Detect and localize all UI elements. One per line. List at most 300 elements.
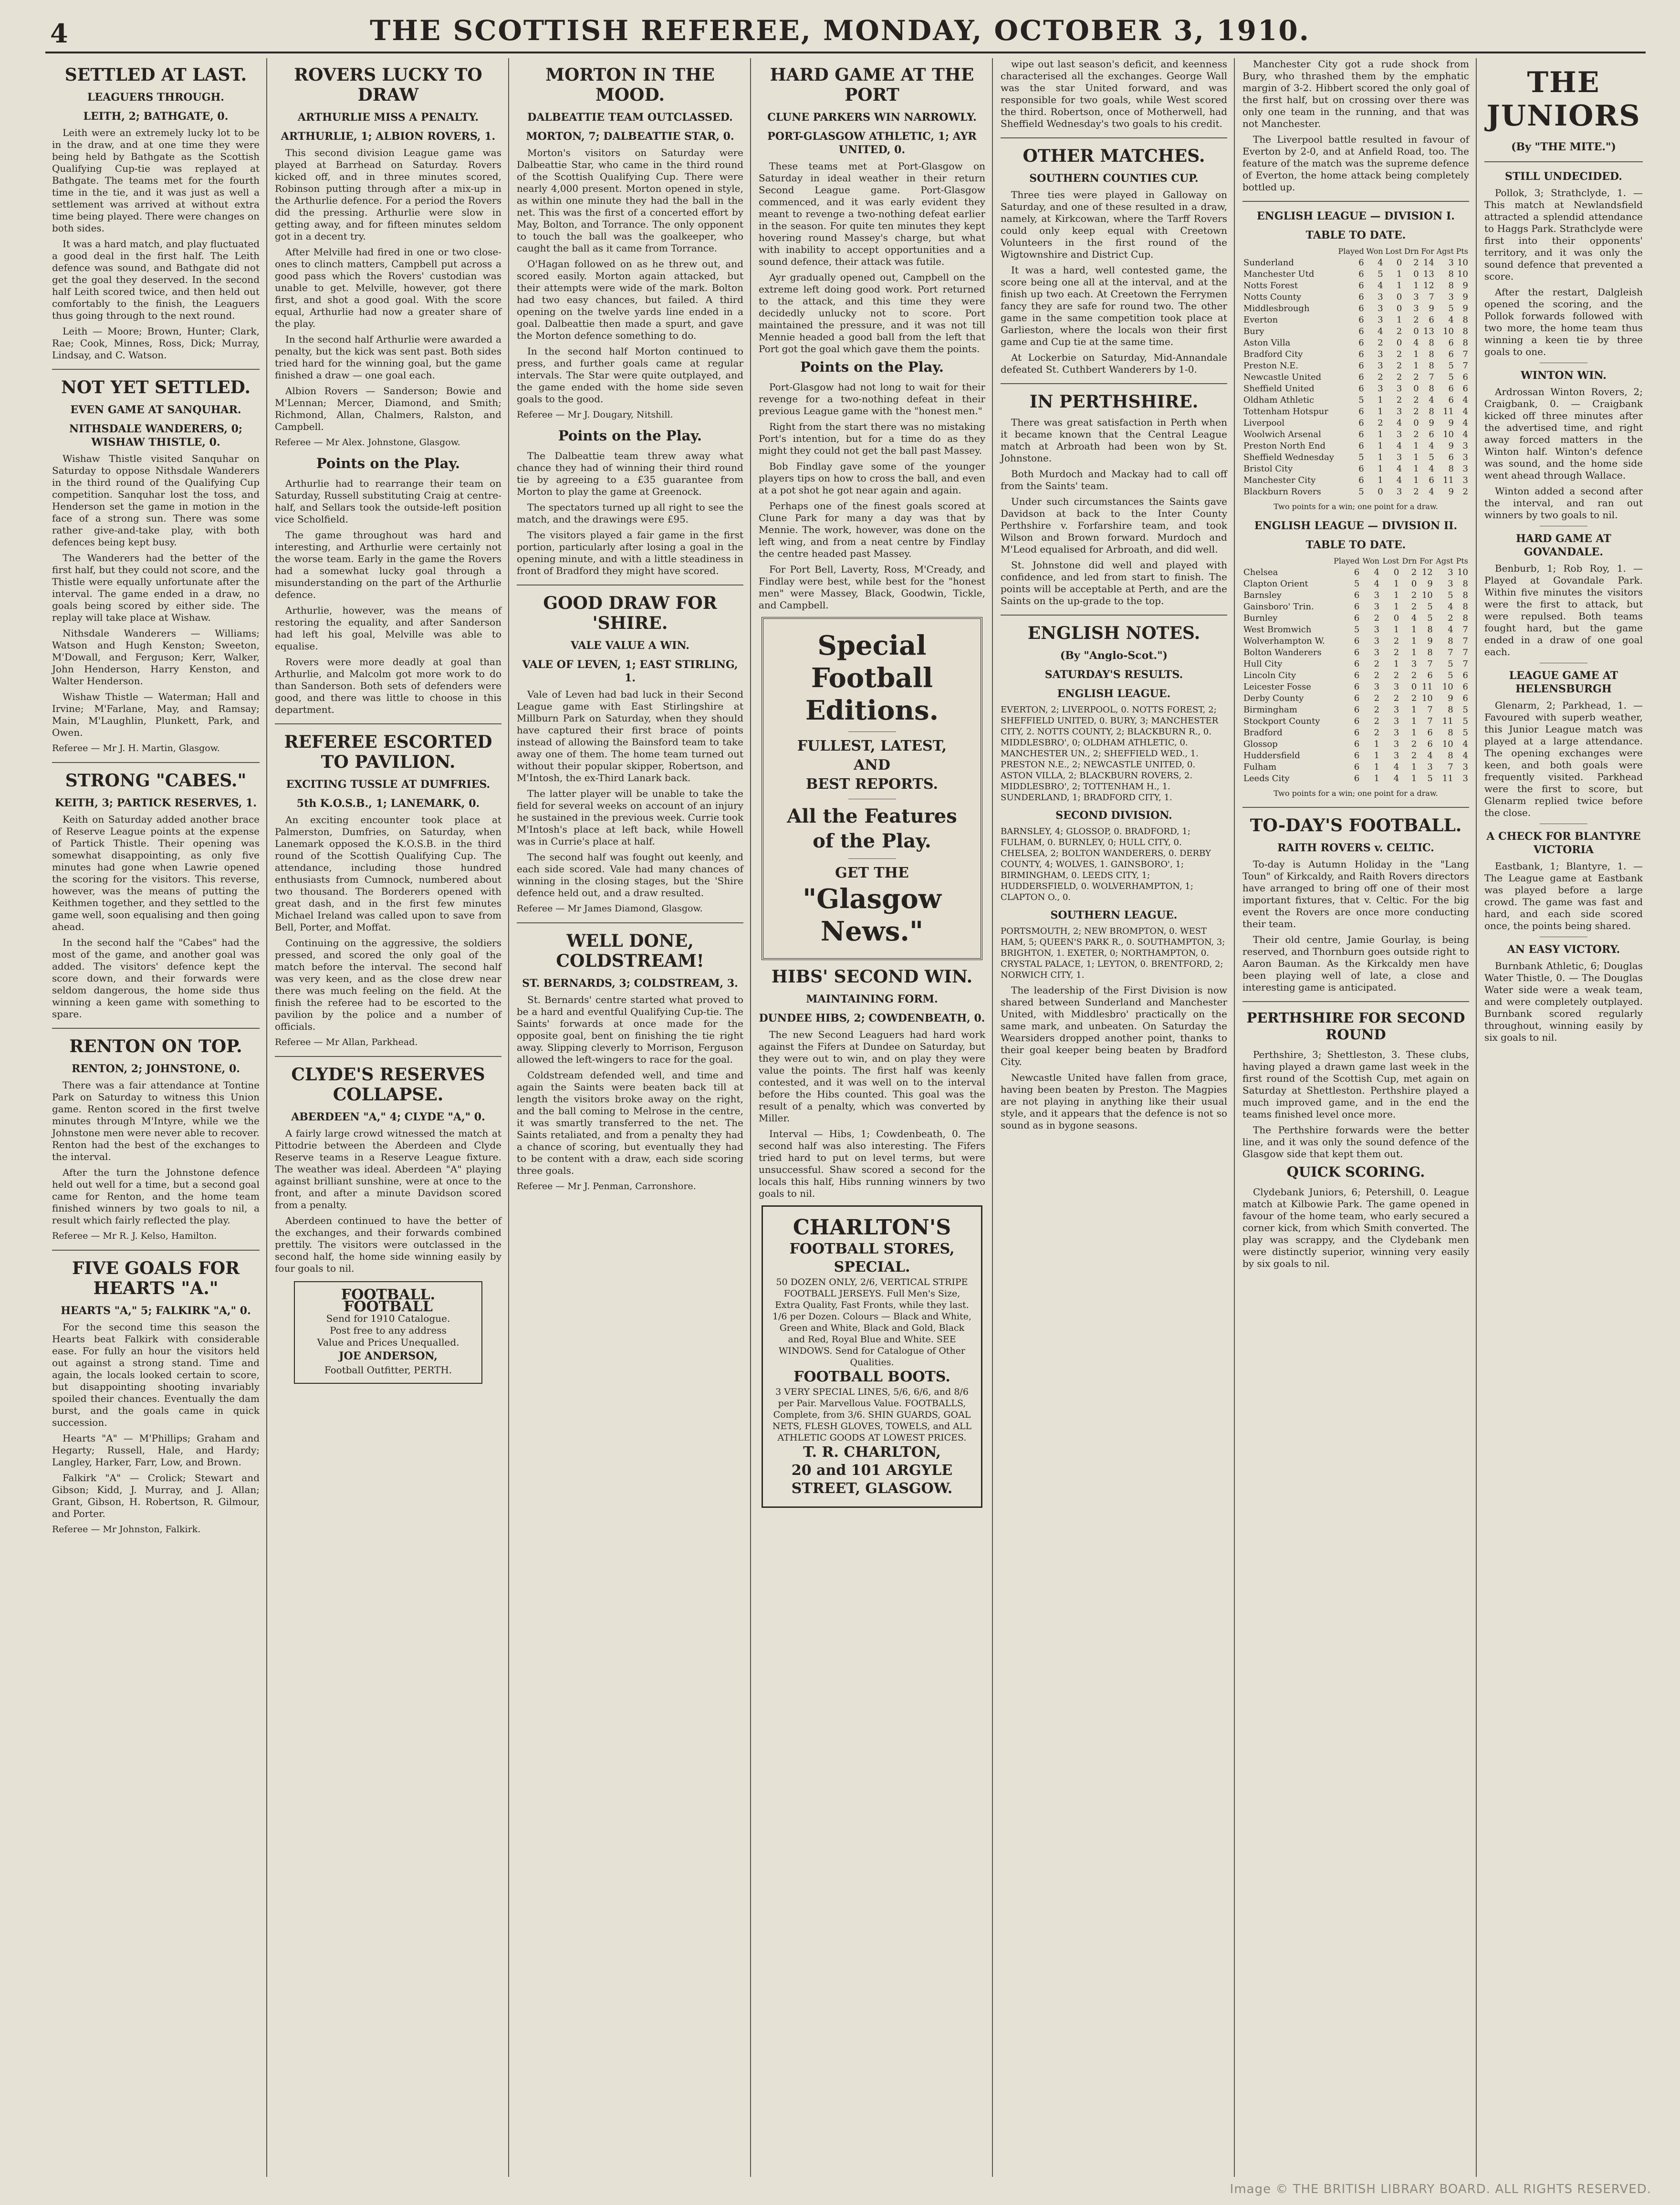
table-cell: 6: [1462, 693, 1468, 703]
team-name: Sheffield United: [1243, 384, 1315, 394]
table-cell: 1: [1377, 395, 1383, 405]
team-name: Sheffield Wednesday: [1243, 452, 1334, 462]
advert-line: Post free to any address: [330, 1325, 447, 1336]
article-paragraph: Their old centre, Jamie Gourlay, is being reserved, and Thornburn goes outside right to Aaron Bauman. As the Kirkcaldy men have been playing well of late, a close and interesting game is anticipated.: [1242, 934, 1469, 993]
table-cell: 8: [1448, 751, 1453, 761]
team-name: Stockport County: [1243, 716, 1320, 726]
table-cell: 14: [1423, 258, 1434, 268]
article-headline: RENTON ON TOP.: [69, 1036, 242, 1056]
article-paragraph: In the second half the "Cabes" had the most of the game, and another goal was added. The visitors' defence kept the score down, and their forwards were seldom dangerous, the home side thus winning a keen game with something to spare.: [52, 937, 260, 1020]
article-headline: SETTLED AT LAST.: [64, 65, 247, 85]
table-row: [1242, 578, 1469, 590]
column-7: [1478, 58, 1649, 2177]
table-cell: 1: [1396, 315, 1402, 325]
table-cell: 7: [1427, 716, 1433, 726]
article-paragraph: O'Hagan followed on as he threw out, and scored easily. Morton again attacked, but their attempts were wide of the mark. Bolton had two easy chances, but failed. A third opening on the twelve yards line ended in a goal. Dalbeattie then made a spurt, and gave the Morton defence something to do.: [517, 258, 743, 341]
table-cell: 8: [1427, 625, 1433, 635]
article-paragraph: The Liverpool battle resulted in favour of Everton by 2-0, and at Anfield Road, too. The feature of the match was the supreme defence of Everton, the home attack being completely bottled up.: [1242, 134, 1469, 193]
table-cell: 3: [1377, 349, 1383, 359]
table-cell: 5: [1462, 705, 1468, 715]
advert-title: CHARLTON'S: [793, 1215, 951, 1240]
table-row: [1242, 681, 1469, 693]
table-cell: 6: [1448, 395, 1454, 405]
article-headline: PERTHSHIRE FOR SECOND ROUND: [1246, 1010, 1465, 1043]
table-cell: 1: [1377, 407, 1383, 417]
table-cell: 3: [1393, 751, 1399, 761]
table-cell: 4: [1396, 418, 1402, 428]
table-cell: 6: [1427, 739, 1433, 749]
team-name: Huddersfield: [1243, 751, 1300, 761]
table-cell: 3: [1462, 464, 1468, 474]
column-divider: [1242, 1001, 1469, 1002]
table-cell: 11: [1421, 682, 1433, 692]
table-cell: 8: [1462, 315, 1468, 325]
table-row: [1242, 452, 1469, 463]
article-subhead: CLUNE PARKERS WIN NARROWLY.: [767, 111, 977, 124]
table-cell: 6: [1427, 670, 1433, 680]
team-name: Glossop: [1243, 739, 1278, 749]
column-divider: [1484, 161, 1643, 162]
match-score: ST. BERNARDS, 3; COLDSTREAM, 3.: [522, 977, 738, 990]
table-cell: 12: [1423, 281, 1434, 291]
table-row: [1242, 613, 1469, 624]
table-cell: 8: [1448, 281, 1454, 291]
article-paragraph: Manchester City got a rude shock from Bury, who thrashed them by the emphatic margin of 3-2. Hibbert scored the only goal of the first half, but on crossing over there was only one team in the running, and that was not Manchester.: [1242, 58, 1469, 129]
article-headline: NOT YET SETTLED.: [61, 377, 250, 397]
joe-anderson-advert: [294, 1281, 482, 1384]
article-paragraph: Under such circumstances the Saints gave Davidson at back to the Inter County Perthshire v. Forfarshire team, and took Wilson and Brown forward. Murdoch and M'Leod equalised for Arbroath, and did well.: [1001, 496, 1227, 555]
table-cell: 10: [1443, 429, 1454, 439]
article-headline: AN EASY VICTORY.: [1507, 943, 1620, 956]
table-cell: 1: [1393, 625, 1399, 635]
table-cell: 5: [1448, 670, 1453, 680]
column-divider: [1242, 201, 1469, 202]
article-paragraph: For Port Bell, Laverty, Ross, M'Cready, and Findlay were best, while best for the "honest men" were Massey, Black, Goodwin, Tickle, and Campbell.: [759, 564, 985, 611]
article-paragraph: A fairly large crowd witnessed the match at Pittodrie between the Aberdeen and Clyde Reserve teams in a Reserve League fixture. The weather was ideal. Aberdeen "A" playing against brilliant sunshine, were at once to the front, and after a minute Davidson scored from a penalty.: [275, 1128, 501, 1211]
match-score: MORTON, 7; DALBEATTIE STAR, 0.: [526, 130, 734, 143]
table-cell: 1: [1411, 625, 1417, 635]
article-paragraph: Perthshire, 3; Shettleston, 3. These clubs, having played a drawn game last week in the first round of the Scottish Cup, met again on Saturday at Shettleston. Perthshire played a much improved game, and in the end the teams finished level once more.: [1242, 1049, 1469, 1120]
table-row: [1242, 590, 1469, 601]
table-cell: 2: [1396, 372, 1402, 382]
column-4: [752, 58, 993, 2177]
table-cell: 1: [1413, 464, 1419, 474]
article-paragraph: Arthurlie had to rearrange their team on Saturday, Russell substituting Craig at centre-half, and Sellars took the outside-left position vice Scholfield.: [275, 478, 501, 525]
column-1: [45, 58, 267, 2177]
table-cell: 2: [1393, 648, 1399, 658]
table-cell: 6: [1354, 751, 1360, 761]
table-cell: 5: [1354, 625, 1360, 635]
match-score: DUNDEE HIBS, 2; COWDENBEATH, 0.: [759, 1012, 985, 1024]
table-cell: 7: [1462, 648, 1468, 658]
charlton-stores-advert: [762, 1205, 982, 1508]
team-name: Preston N.E.: [1243, 361, 1299, 371]
table-cell: 3: [1374, 636, 1380, 646]
table-cell: 6: [1429, 475, 1434, 485]
article-paragraph: An exciting encounter took place at Palmerston, Dumfries, on Saturday, when Lanemark opposed the K.O.S.B. in the third round of the Scottish Qualifying Cup. The attendance, including those hundred enthusiasts from Cumnock, numbered about two thousand. The Borderers opened with great dash, and in the first few minutes Michael Ireland was called upon to save from Bell, Porter, and Moffat.: [275, 814, 501, 933]
league-table-division-1: [1242, 246, 1469, 498]
table-cell: 10: [1457, 258, 1468, 268]
advert-line: FULLEST, LATEST,: [797, 738, 947, 754]
table-cell: 3: [1462, 441, 1468, 451]
table-cell: 1: [1374, 751, 1380, 761]
team-name: Bury: [1243, 326, 1264, 336]
team-name: Preston North End: [1243, 441, 1325, 451]
table-cell: 7: [1462, 636, 1468, 646]
table-cell: 4: [1448, 315, 1454, 325]
table-cell: 6: [1358, 315, 1364, 325]
page-number: 4: [50, 18, 68, 49]
table-cell: 8: [1448, 705, 1453, 715]
column-divider: [275, 723, 501, 724]
table-subheading: TABLE TO DATE.: [1305, 229, 1406, 241]
section-byline: (By "THE MITE."): [1511, 141, 1616, 153]
table-cell: 8: [1427, 648, 1433, 658]
table-cell: 8: [1462, 338, 1468, 348]
table-cell: 5: [1429, 452, 1434, 462]
table-subheading: TABLE TO DATE.: [1305, 539, 1406, 551]
table-cell: 6: [1354, 682, 1360, 692]
table-cell: 6: [1358, 372, 1364, 382]
table-row: [1242, 601, 1469, 613]
article-headline: REFEREE ESCORTED TO PAVILION.: [284, 732, 492, 772]
table-cell: 6: [1354, 659, 1360, 669]
article-headline: MORTON IN THE MOOD.: [545, 65, 715, 105]
table-cell: 0: [1396, 292, 1402, 302]
table-cell: 12: [1421, 567, 1433, 577]
table-cell: 8: [1448, 269, 1454, 279]
table-cell: 3: [1396, 407, 1402, 417]
match-score: ABERDEEN "A," 4; CLYDE "A," 0.: [291, 1111, 485, 1123]
table-cell: 2: [1396, 349, 1402, 359]
table-cell: 10: [1442, 682, 1453, 692]
table-cell: 1: [1411, 762, 1417, 772]
table-cell: 6: [1358, 361, 1364, 371]
table-cell: 9: [1429, 303, 1434, 314]
match-score: 5th K.O.S.B., 1; LANEMARK, 0.: [296, 797, 480, 810]
table-cell: 8: [1448, 636, 1453, 646]
table-heading: ENGLISH LEAGUE — DIVISION II.: [1254, 520, 1458, 532]
table-cell: 9: [1448, 693, 1453, 703]
table-cell: 6: [1448, 384, 1454, 394]
table-cell: 13: [1423, 269, 1434, 279]
table-cell: 6: [1448, 349, 1454, 359]
table-column-header: Drn: [1402, 556, 1417, 565]
table-cell: 3: [1393, 739, 1399, 749]
article-headline: WELL DONE, COLDSTREAM!: [556, 931, 704, 971]
article-paragraph: These teams met at Port-Glasgow on Saturday in ideal weather in their return Second League game. Port-Glasgow commenced, and it was early evident they meant to revenge a two-nothing defeat earlier in the season. For quite ten minutes they kept hovering round Massey's charge, but what with inability to accept opportunities and a sound defence, their attack was futile.: [759, 160, 985, 267]
article-paragraph: At Lockerbie on Saturday, Mid-Annandale defeated St. Cuthbert Wanderers by 1-0.: [1001, 352, 1227, 375]
table-cell: 8: [1429, 349, 1434, 359]
table-cell: 8: [1448, 728, 1453, 738]
table-row: [1242, 647, 1469, 658]
table-row: [1242, 349, 1469, 360]
table-row: [1242, 475, 1469, 486]
league-heading: SECOND DIVISION.: [1055, 809, 1172, 822]
table-cell: 1: [1377, 475, 1383, 485]
table-cell: 3: [1448, 567, 1453, 577]
table-cell: 2: [1374, 716, 1380, 726]
table-cell: 2: [1413, 372, 1419, 382]
table-cell: 0: [1377, 487, 1383, 497]
table-cell: 2: [1462, 487, 1468, 497]
table-cell: 4: [1429, 395, 1434, 405]
team-name: Notts County: [1243, 292, 1302, 302]
table-row: [1242, 670, 1469, 681]
table-cell: 4: [1393, 773, 1399, 784]
table-footnote: Two points for a win; one point for a draw.: [1273, 502, 1438, 511]
table-cell: 10: [1421, 590, 1433, 600]
table-cell: 13: [1423, 326, 1434, 336]
article-paragraph: Aberdeen continued to have the better of the exchanges, and their forwards combined prettily. The visitors were outclassed in the second half, the home side winning easily by four goals to nil.: [275, 1215, 501, 1274]
table-cell: 9: [1462, 303, 1468, 314]
table-row: [1242, 372, 1469, 383]
table-cell: 4: [1411, 613, 1417, 623]
table-cell: 3: [1393, 716, 1399, 726]
table-row: [1242, 280, 1469, 292]
article-headline: TO-DAY'S FOOTBALL.: [1250, 815, 1462, 836]
column-5: [994, 58, 1235, 2177]
table-cell: 3: [1396, 452, 1402, 462]
table-row: [1242, 658, 1469, 670]
table-cell: 4: [1427, 751, 1433, 761]
article-paragraph: There was a fair attendance at Tontine Park on Saturday to witness this Union game. Renton scored in the first twelve minutes through M'Intyre, while we the Johnstone men were never able to recover. Renton had the best of the exchanges to the interval.: [52, 1079, 260, 1162]
article-headline: A CHECK FOR BLANTYRE VICTORIA: [1486, 830, 1641, 856]
team-name: Manchester Utd: [1243, 269, 1315, 279]
article-subhead: ARTHURLIE MISS A PENALTY.: [297, 111, 479, 124]
team-name: Clapton Orient: [1243, 579, 1308, 589]
table-column-header: Agst: [1436, 247, 1454, 256]
article-paragraph: In the second half Arthurlie were awarded a penalty, but the kick was sent past. Both sides tried hard for the winning goal, but the game finished a draw — one goal each.: [275, 334, 501, 381]
table-cell: 1: [1413, 475, 1419, 485]
table-cell: 5: [1358, 395, 1364, 405]
article-paragraph: The Dalbeattie team threw away what chance they had of winning their third round tie by agreeing to a £35 guarantee from Morton to play the game at Greenock.: [517, 450, 743, 497]
article-subhead: EVEN GAME AT SANQUHAR.: [70, 404, 241, 416]
article-paragraph: For the second time this season the Hearts beat Falkirk with considerable ease. For fully an hour the visitors held out against a strong stand. Time and again, the locals looked certain to score, but disappointing shooting invariably spoiled their chances. Eventually the dam burst, and the goals came in quick succession.: [52, 1321, 260, 1428]
article-paragraph: Port-Glasgow had not long to wait for their revenge for a two-nothing defeat in their previous League game with the "honest men.": [759, 381, 985, 417]
table-cell: 2: [1377, 418, 1383, 428]
team-name: Burnley: [1243, 613, 1278, 623]
table-row: [1242, 360, 1469, 372]
table-column-header: Lost: [1385, 247, 1402, 256]
table-cell: 7: [1462, 349, 1468, 359]
table-cell: 2: [1413, 407, 1419, 417]
article-headline: WINTON WIN.: [1521, 369, 1607, 382]
match-score: LEITH, 2; BATHGATE, 0.: [83, 110, 229, 123]
table-cell: 3: [1393, 705, 1399, 715]
table-cell: 7: [1427, 705, 1433, 715]
table-row: [1242, 395, 1469, 406]
points-on-play-heading: Points on the Play.: [558, 428, 702, 444]
table-cell: 4: [1377, 281, 1383, 291]
team-name: Leeds City: [1243, 773, 1290, 784]
table-footnote: Two points for a win; one point for a draw.: [1273, 789, 1438, 798]
table-cell: 6: [1358, 407, 1364, 417]
article-paragraph: Perhaps one of the finest goals scored at Clune Park for many a day was that by Mennie. The work, however, was done on the left wing, and from a neat centre by Findlay the centre headed past Massey.: [759, 500, 985, 559]
table-cell: 4: [1448, 625, 1453, 635]
team-name: Barnsley: [1243, 590, 1282, 600]
table-cell: 6: [1354, 636, 1360, 646]
table-cell: 2: [1377, 372, 1383, 382]
table-cell: 6: [1462, 682, 1468, 692]
league-table-division-2: [1242, 555, 1469, 784]
table-cell: 3: [1396, 429, 1402, 439]
points-on-play-heading: Points on the Play.: [316, 455, 460, 471]
article-paragraph: The leadership of the First Division is now shared between Sunderland and Manchester United, with Middlesbro' practically on the same mark, and unbeaten. On Saturday the Wearsiders dropped another point, thanks to their goal keeper being beaten by Bradford City.: [1001, 984, 1227, 1067]
table-cell: 1: [1413, 349, 1419, 359]
table-cell: 3: [1396, 384, 1402, 394]
article-paragraph: Burnbank Athletic, 6; Douglas Water Thistle, 0. — The Douglas Water side were a weak team, and were completely outplayed. Burnbank scored regularly throughout, winning easily by six goals to nil.: [1484, 960, 1643, 1043]
table-cell: 4: [1462, 418, 1468, 428]
table-cell: 6: [1354, 670, 1360, 680]
article-paragraph: Bob Findlay gave some of the younger players tips on how to cross the ball, and even at a pot shot he got near again and again.: [759, 460, 985, 496]
article-paragraph: Both Murdoch and Mackay had to call off from the Saints' team.: [1001, 468, 1227, 491]
table-cell: 2: [1374, 613, 1380, 623]
table-column-header: Pts: [1456, 247, 1468, 256]
league-heading: ENGLISH LEAGUE.: [1057, 688, 1171, 700]
table-cell: 5: [1448, 303, 1454, 314]
table-cell: 4: [1462, 395, 1468, 405]
page-masthead: THE SCOTTISH REFEREE, MONDAY, OCTOBER 3, 1910.: [370, 14, 1310, 47]
table-cell: 6: [1462, 372, 1468, 382]
table-row: [1242, 337, 1469, 349]
table-cell: 6: [1429, 315, 1434, 325]
table-cell: 11: [1443, 407, 1454, 417]
table-cell: 4: [1396, 464, 1402, 474]
table-cell: 7: [1462, 625, 1468, 635]
advert-title: SPECIAL.: [834, 1259, 910, 1275]
team-name: Liverpool: [1243, 418, 1285, 428]
table-cell: 2: [1377, 338, 1383, 348]
table-row: [1242, 773, 1469, 784]
table-cell: 6: [1358, 303, 1364, 314]
column-divider: [52, 369, 260, 370]
table-cell: 10: [1442, 739, 1453, 749]
table-column-header: Pts: [1456, 556, 1468, 565]
table-column-header: For: [1421, 247, 1434, 256]
advert-title: FOOTBALL.: [341, 1286, 436, 1303]
column-divider: [1001, 383, 1227, 384]
table-cell: 3: [1462, 475, 1468, 485]
table-cell: 8: [1429, 361, 1434, 371]
table-cell: 8: [1462, 590, 1468, 600]
article-paragraph: To-day is Autumn Holiday in the "Lang Toun" of Kirkcaldy, and Raith Rovers directors have arranged to bring off one of their most important fixtures, that v. Celtic. For the big event the Rovers are once more conducting their team.: [1242, 858, 1469, 930]
table-cell: 3: [1377, 292, 1383, 302]
article-headline: OTHER MATCHES.: [1023, 146, 1205, 166]
table-cell: 8: [1462, 613, 1468, 623]
table-column-header: For: [1419, 556, 1433, 565]
team-name: Middlesbrough: [1243, 303, 1310, 314]
table-cell: 8: [1429, 338, 1434, 348]
table-cell: 4: [1377, 326, 1383, 336]
table-cell: 2: [1374, 659, 1380, 669]
article-paragraph: Continuing on the aggressive, the soldiers pressed, and scored the only goal of the match before the interval. The second half was very keen, and as the close drew near there was much feeling on the field. At the finish the referee had to be escorted to the pavilion by the police and a number of officials.: [275, 937, 501, 1032]
table-column-header: Won: [1366, 247, 1383, 256]
table-cell: 6: [1354, 773, 1360, 784]
article-headline: FIVE GOALS FOR HEARTS "A.": [72, 1258, 240, 1298]
team-name: Tottenham Hotspur: [1243, 407, 1328, 417]
referee-line: Referee — Mr J. H. Martin, Glasgow.: [52, 743, 220, 753]
table-cell: 2: [1413, 429, 1419, 439]
table-row: [1242, 567, 1469, 578]
table-cell: 6: [1358, 269, 1364, 279]
team-name: Oldham Athletic: [1243, 395, 1315, 405]
article-subhead: EXCITING TUSSLE AT DUMFRIES.: [286, 778, 490, 791]
table-cell: 5: [1358, 452, 1364, 462]
table-cell: 0: [1413, 418, 1419, 428]
table-cell: 1: [1374, 773, 1380, 784]
article-subhead: SOUTHERN COUNTIES CUP.: [1029, 172, 1199, 185]
advert-title: FOOTBALL STORES,: [789, 1241, 955, 1257]
team-name: Woolwich Arsenal: [1243, 429, 1321, 439]
table-cell: 9: [1427, 579, 1433, 589]
table-row: [1242, 486, 1469, 498]
table-cell: 2: [1413, 487, 1419, 497]
table-cell: 4: [1429, 464, 1434, 474]
team-name: Lincoln City: [1243, 670, 1296, 680]
table-cell: 6: [1354, 739, 1360, 749]
article-paragraph: In the second half Morton continued to press, and further goals came at regular intervals. The Star were quite outplayed, and the game ended with the home side seven goals to the good.: [517, 345, 743, 405]
table-cell: 6: [1429, 429, 1434, 439]
table-cell: 4: [1374, 567, 1380, 577]
article-paragraph: Three ties were played in Galloway on Saturday, and one of these resulted in a draw, namely, at Kirkcowan, where the Tarff Rovers could only keep equal with Creetown Volunteers in the first round of the Wigtownshire and District Cup.: [1001, 189, 1227, 260]
table-cell: 0: [1396, 338, 1402, 348]
team-name: Bradford City: [1243, 349, 1303, 359]
article-paragraph: There was great satisfaction in Perth when it became known that the Central League match at Arbroath had been won by St. Johnstone.: [1001, 417, 1227, 464]
team-name: Bristol City: [1243, 464, 1293, 474]
article-paragraph: Pollok, 3; Strathclyde, 1. — This match at Newlandsfield attracted a splendid attendance to Haggs Park. Strathclyde were first into their opponents' territory, and it was only the sound defence that prevented a score.: [1484, 187, 1643, 282]
table-cell: 3: [1413, 303, 1419, 314]
advert-rule: [848, 858, 896, 859]
referee-line: Referee — Mr R. J. Kelso, Hamilton.: [52, 1231, 217, 1241]
article-headline: HIBS' SECOND WIN.: [771, 967, 973, 987]
article-paragraph: This second division League game was played at Barrhead on Saturday. Rovers kicked off, and in three minutes scored, Robinson putting through after a mix-up in the Arthurlie defence. For a period the Rovers did the pressing. Arthurlie were slow in getting away, and for fifteen minutes seldom got in a decent try.: [275, 147, 501, 242]
table-cell: 0: [1411, 579, 1417, 589]
table-cell: 5: [1427, 613, 1433, 623]
column-divider: [1242, 807, 1469, 808]
article-paragraph: Ayr gradually opened out, Campbell on the extreme left doing good work. Port returned to the attack, and this time they were decidedly unlucky not to score. Port maintained the pressure, and it was not till Mennie headed a good ball from the left that Port got the goal which gave them the points.: [759, 272, 985, 355]
table-row: [1242, 257, 1469, 269]
table-cell: 2: [1411, 590, 1417, 600]
table-cell: 3: [1374, 590, 1380, 600]
team-name: Sunderland: [1243, 258, 1294, 268]
article-paragraph: The latter player will be unable to take the field for several weeks on account of an injury he sustained in the previous week. Currie took M'Intosh's place at left back, while Howell was in Currie's place at half.: [517, 788, 743, 847]
team-name: Blackburn Rovers: [1243, 487, 1321, 497]
table-cell: 1: [1413, 361, 1419, 371]
table-cell: 4: [1462, 739, 1468, 749]
table-cell: 4: [1429, 441, 1434, 451]
table-row: [1242, 727, 1469, 739]
table-cell: 0: [1396, 303, 1402, 314]
table-cell: 3: [1377, 384, 1383, 394]
table-cell: 2: [1413, 315, 1419, 325]
table-cell: 6: [1354, 567, 1360, 577]
table-cell: 1: [1413, 452, 1419, 462]
table-cell: 9: [1448, 441, 1454, 451]
table-cell: 4: [1396, 475, 1402, 485]
article-headline: GOOD DRAW FOR 'SHIRE.: [543, 593, 717, 633]
table-row: [1242, 383, 1469, 395]
table-cell: 0: [1393, 567, 1399, 577]
table-cell: 7: [1462, 659, 1468, 669]
table-cell: 6: [1358, 418, 1364, 428]
table-cell: 6: [1354, 762, 1360, 772]
article-headline: HARD GAME AT GOVANDALE.: [1516, 533, 1611, 558]
table-cell: 9: [1427, 636, 1433, 646]
advert-line: BEST REPORTS.: [806, 776, 938, 793]
article-paragraph: After the restart, Dalgleish opened the scoring, and the Pollok forwards followed with two more, the home team thus winning a keen tie by three goals to one.: [1484, 286, 1643, 357]
referee-line: Referee — Mr J. Dougary, Nitshill.: [517, 409, 673, 420]
